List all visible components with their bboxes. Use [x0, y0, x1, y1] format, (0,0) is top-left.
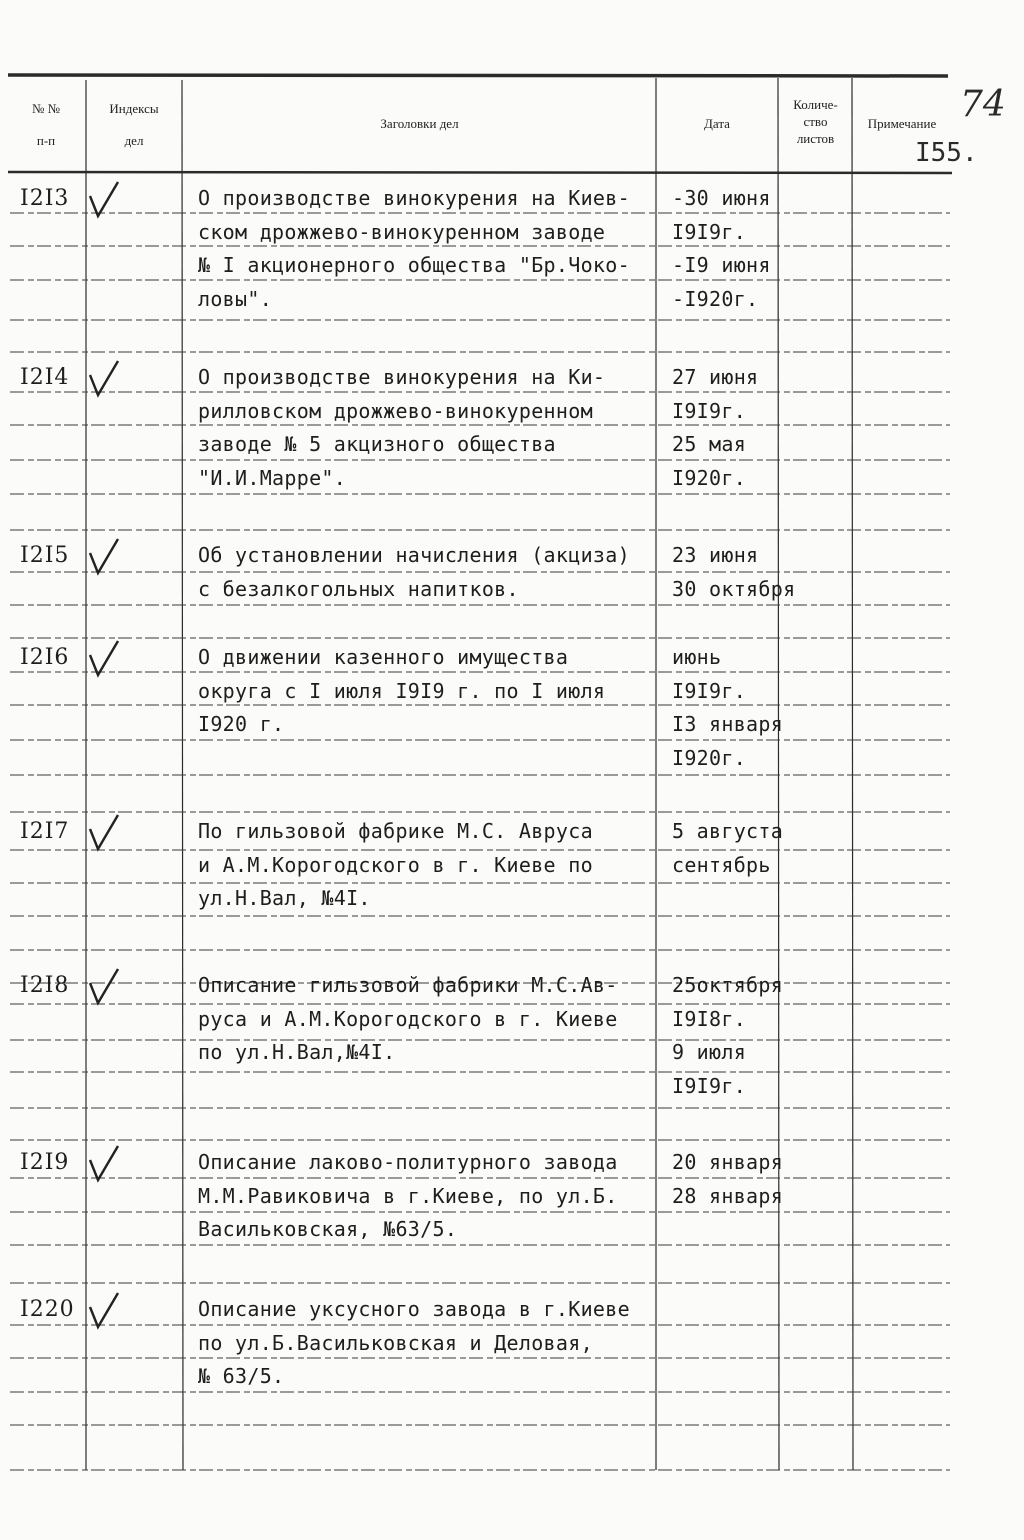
- header-index-line2: дел: [124, 133, 144, 148]
- entry-date-line: 20 января: [672, 1150, 784, 1174]
- entry-number: I2I4: [20, 365, 70, 390]
- archive-page-number-stamp: [958, 78, 1008, 128]
- entry-title-line: заводе № 5 акцизного общества: [198, 432, 556, 456]
- entry-title-line: "И.И.Марре".: [198, 465, 347, 490]
- header-count-line3: листов: [796, 131, 835, 146]
- checkmark-icon: [84, 811, 124, 860]
- header-titles-column: Заголовки дел: [380, 116, 459, 131]
- entry-title-line: по ул.Н.Вал,№4I.: [198, 1040, 396, 1064]
- entry-title-line: и А.М.Корогодского в г. Киеве по: [198, 852, 593, 877]
- checkmark-icon: [84, 1289, 124, 1338]
- entry-title-line: О производстве винокурения на Ки-: [198, 365, 606, 389]
- header-number-column: [10, 100, 82, 150]
- entry-title-line: Описание уксусного завода в г.Киеве: [198, 1297, 630, 1321]
- header-count-line1: Количе-: [793, 97, 838, 112]
- entry-number: I2I7: [20, 819, 70, 844]
- checkmark-icon: [84, 357, 124, 406]
- entry-title-line: О движении казенного имущества: [198, 645, 569, 669]
- entry-number: I2I6: [20, 645, 70, 670]
- entry-date-line: 25 мая: [672, 432, 747, 456]
- header-count-column: [779, 96, 852, 147]
- entry-date-line: 5 августа: [672, 819, 784, 843]
- header-index-line1: Индексы: [109, 101, 159, 116]
- entry-date-line: I9I9г.: [672, 1073, 747, 1098]
- checkmark-icon: [84, 535, 124, 584]
- entry-title-line: ул.Н.Вал, №4I.: [198, 886, 371, 910]
- entry-date-line: I9I9г.: [672, 678, 747, 703]
- entry-title-line: М.М.Равиковича в г.Киеве, по ул.Б.: [198, 1183, 618, 1208]
- entry-date-line: 23 июня: [672, 543, 759, 567]
- sheet-number: I55.: [915, 138, 978, 168]
- entry-title-line: ловы".: [198, 286, 273, 311]
- header-number-line1: № №: [31, 101, 61, 116]
- entry-title-line: I920 г.: [198, 712, 285, 736]
- entry-title-line: № 63/5.: [198, 1364, 285, 1388]
- entry-title-line: с безалкогольных напитков.: [198, 576, 519, 601]
- checkmark-icon: [84, 637, 124, 686]
- entry-date-line: I3 января: [672, 712, 784, 736]
- entry-title-line: рилловском дрожжево-винокуренном: [198, 398, 593, 423]
- header-number-line2: п-п: [36, 133, 56, 148]
- entry-number: I2I9: [20, 1150, 70, 1175]
- entry-date-line: июнь: [672, 645, 722, 669]
- entry-date-line: -I920г.: [672, 286, 759, 311]
- entry-title-line: округа с I июля I9I9 г. по I июля: [198, 678, 606, 703]
- checkmark-icon: [84, 1142, 124, 1191]
- entry-title-line: № I акционерного общества "Бр.Чоко-: [198, 253, 630, 277]
- entry-date-line: 27 июня: [672, 365, 759, 389]
- header-note-column: Примечание: [867, 116, 937, 131]
- entry-date-line: I920г.: [672, 745, 747, 770]
- entry-date-line: I920г.: [672, 465, 747, 490]
- entry-date-line: -I9 июня: [672, 253, 771, 277]
- entry-title-line: руса и А.М.Корогодского в г. Киеве: [198, 1006, 618, 1031]
- entry-title-line: Об установлении начисления (акциза): [198, 543, 630, 567]
- entry-number: I2I5: [20, 543, 70, 568]
- checkmark-icon: [84, 965, 124, 1014]
- entry-title-line: О производстве винокурения на Киев-: [198, 186, 630, 210]
- entry-title-line: Описание лаково-политурного завода: [198, 1150, 618, 1174]
- entry-title-line: ском дрожжево-винокуренном заводе: [198, 219, 606, 244]
- entry-date-line: 9 июля: [672, 1040, 747, 1064]
- entry-title-line: Васильковская, №63/5.: [198, 1217, 458, 1241]
- entry-date-line: 28 января: [672, 1183, 784, 1208]
- entry-date-line: 25октября: [672, 973, 784, 997]
- entry-title-line: По гильзовой фабрике М.С. Авруса: [198, 819, 593, 843]
- entry-title-line: Описание гильзовой фабрики М.С.Ав-: [198, 973, 618, 997]
- entry-date-line: I9I9г.: [672, 398, 747, 423]
- archive-page-number: 74: [960, 84, 1006, 125]
- entry-date-line: -30 июня: [672, 186, 771, 210]
- header-index-column: [86, 100, 182, 150]
- header-date-column: Дата: [704, 116, 730, 131]
- entry-title-line: по ул.Б.Васильковская и Деловая,: [198, 1330, 593, 1355]
- entry-date-line: I9I9г.: [672, 219, 747, 244]
- entry-date-line: 30 октября: [672, 576, 796, 601]
- entry-number: I2I3: [20, 186, 70, 211]
- entry-date-line: I9I8г.: [672, 1006, 747, 1031]
- checkmark-icon: [84, 178, 124, 227]
- entry-number: I220: [20, 1297, 75, 1322]
- header-count-line2: ство: [803, 114, 828, 129]
- entry-date-line: сентябрь: [672, 852, 771, 877]
- entry-number: I2I8: [20, 973, 70, 998]
